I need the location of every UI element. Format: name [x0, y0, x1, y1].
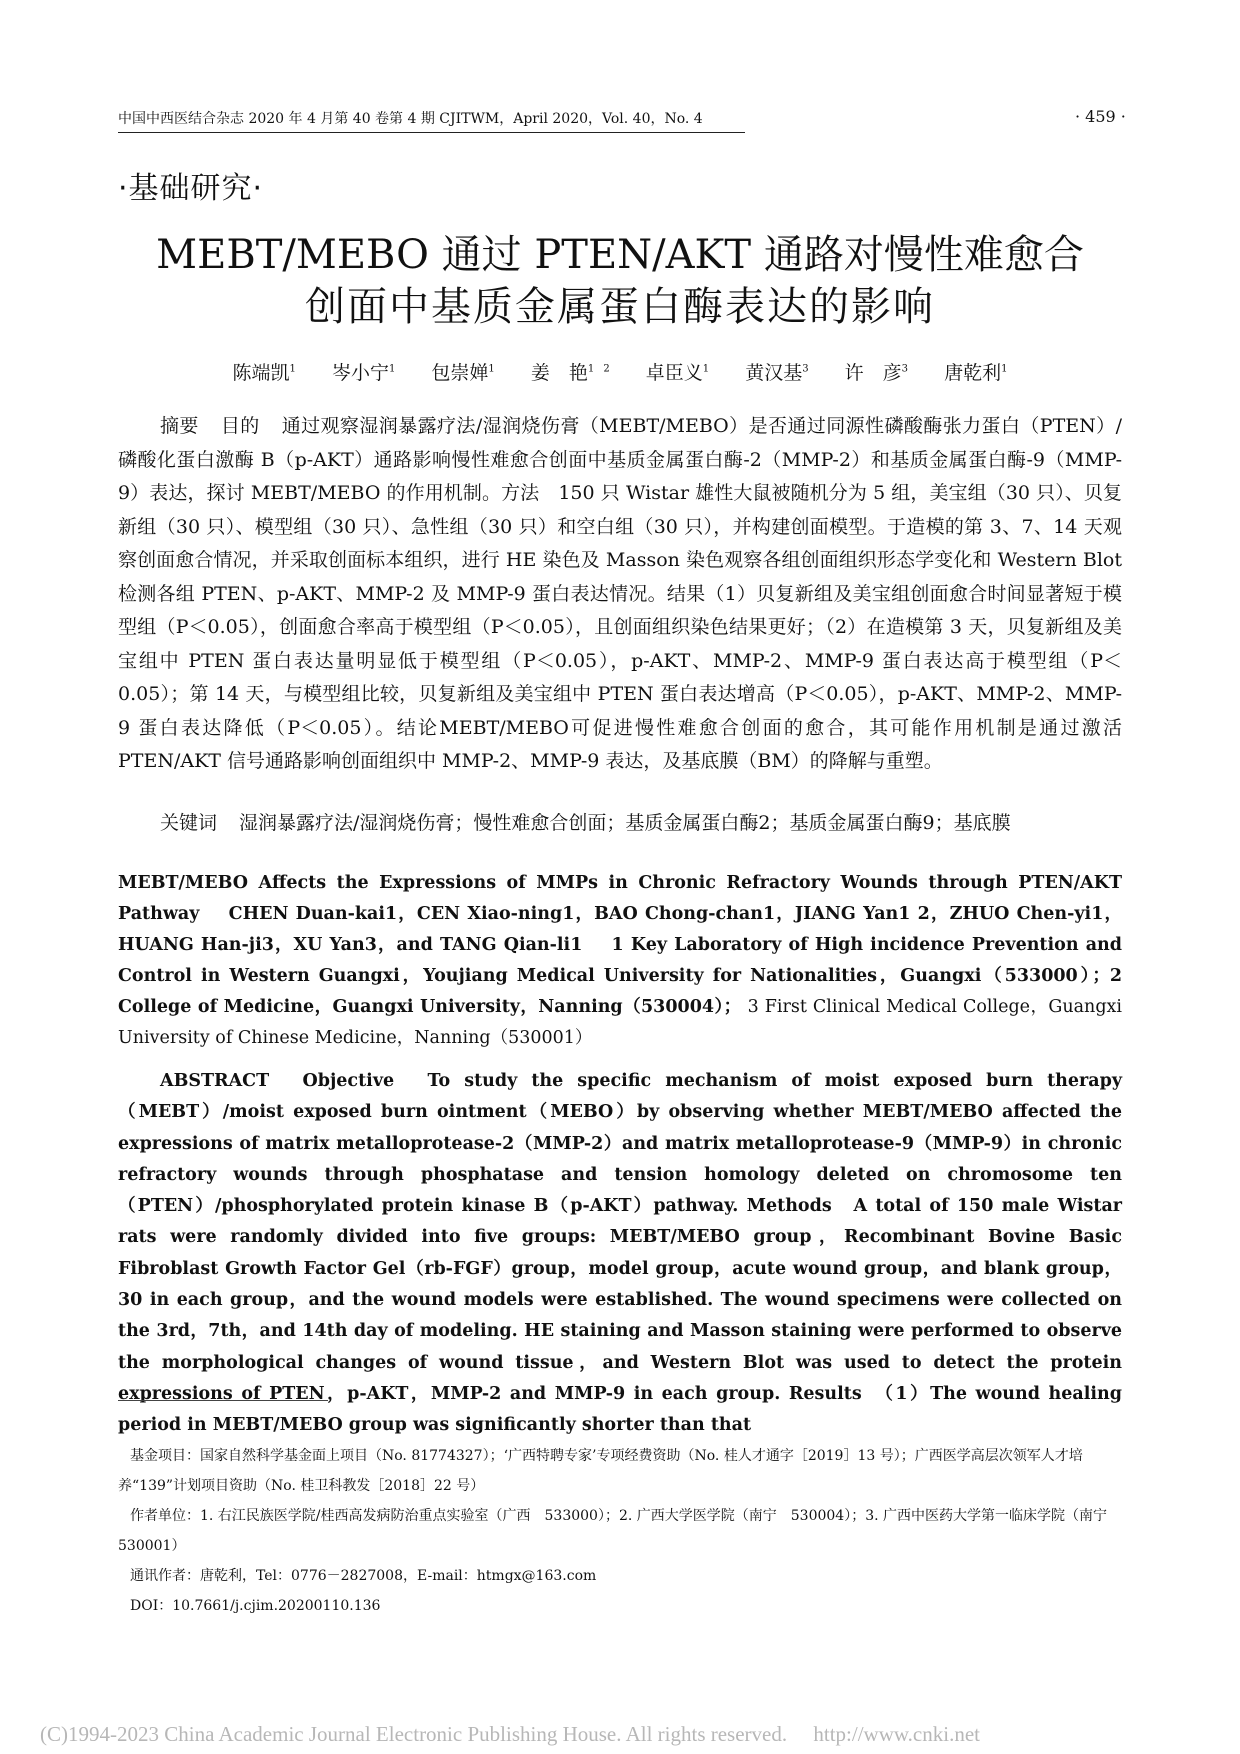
english-abstract: ABSTRACT Objective To study the specific mechanism of moist exposed burn therapy（MEBT）/moist exposed burn ointment（MEBO）by observing whether MEBT/MEBO affected the expressions of matrix metalloprotease-2（MMP-2）and matrix metalloprotease-9（MMP-9）in chronic refractory wounds through phosphatase and tension homology deleted on chromosome ten（PTEN）/phosphorylated protein kinase B（p-AKT）pathway. Methods A total of 150 male Wistar rats were randomly divided into five groups: MEBT/MEBO group，Recombinant Bovine Basic Fibroblast Growth Factor Gel（rb-FGF）group，model group，acute wound group，and blank group，30 in each group，and the wound models were established. The wound specimens were collected on the 3rd，7th，and 14th day of modeling. HE staining and Masson staining were performed to observe the morphological changes of wound tissue，and Western Blot was used to detect the protein expressions of PTEN，p-AKT，MMP-2 and MMP-9 in each group. Results （1）The wound healing period in MEBT/MEBO group was significantly shorter than that — [118, 1071, 1122, 1436]
author: 唐乾利$^1$ — [944, 362, 1008, 384]
abstract-text: 通过观察湿润暴露疗法/湿润烧伤膏（MEBT/MEBO）是否通过同源性磷酸酶张力蛋白（PTEN）/磷酸化蛋白激酶 B（p-AKT）通路影响慢性难愈合创面中基质金属蛋白酶-2（MMP-2）和基质金属蛋白酶-9（MMP-9）表达，探讨 MEBT/MEBO 的作用机制。方法 150 只 Wistar 雄性大鼠被随机分为 5 组，美宝组（30 只）、贝复新组（30 只）、模型组（30 只）、急性组（30 只）和空白组（30 只），并构建创面模型。于造模的第 3、7、14 天观察创面愈合情况，并采取创面标本组织，进行 HE 染色及 Masson 染色观察各组创面组织形态学变化和 Western Blot 检测各组 PTEN、p-AKT、MMP-2 及 MMP-9 蛋白表达情况。结果（1）贝复新组及美宝组创面愈合时间显著短于模型组（P＜0.05），创面愈合率高于模型组（P＜0.05），且创面组织染色结果更好；（2）在造模第 3 天，贝复新组及美宝组中 PTEN 蛋白表达量明显低于模型组（P＜0.05），p-AKT、MMP-2、MMP-9 蛋白表达高于模型组（P＜0.05）；第 14 天，与模型组比较，贝复新组及美宝组中 PTEN 蛋白表达增高（P＜0.05），p-AKT、MMP-2、MMP-9 蛋白表达降低（P＜0.05）。结论MEBT/MEBO可促进慢性难愈合创面的愈合，其可能作用机制是通过激活 PTEN/AKT 信号通路影响创面组织中 MMP-2、MMP-9 表达，及基底膜（BM）的降解与重塑。 — [118, 415, 1122, 772]
english-authors: CHEN Duan-kai1，CEN Xiao-ning1，BAO Chong-chan1，JIANG Yan1 2，ZHUO Chen-yi1，HUANG Han-ji3，XU Yan3，and TANG Qian-li1 — [118, 904, 1123, 955]
chinese-abstract — [118, 410, 1122, 779]
author: 包崇婵$^1$ — [431, 362, 495, 384]
header-rule — [118, 132, 745, 133]
corresponding-author: 通讯作者：唐乾利，Tel：0776－2827008，E-mail：htmgx@163.com — [130, 1568, 597, 1584]
author: 黄汉基$^3$ — [745, 362, 809, 384]
footnote-rule — [118, 1400, 328, 1401]
english-affiliations: 1 Key Laboratory of High incidence Prevention and Control in Western Guangxi，Youjiang Medical University for Nationalities，Guangxi（533000）；2 College of Medicine，Guangxi University，Nanning（530004）； — [118, 935, 1123, 1017]
keywords-text: 湿润暴露疗法/湿润烧伤膏；慢性难愈合创面；基质金属蛋白酶2；基质金属蛋白酶9；基底膜 — [239, 812, 1011, 834]
page-number: · 459 · — [1075, 107, 1126, 126]
abstract-label: 摘要 — [160, 415, 199, 437]
english-title: MEBT/MEBO Affects the Expressions of MMPs in Chronic Refractory Wounds through PTEN/AKT Pathway — [118, 873, 1122, 924]
affiliation-footnote: 作者单位：1. 右江民族医学院/桂西高发病防治重点实验室（广西 533000）；2. 广西大学医学院（南宁 530004）；3. 广西中医药大学第一临床学院（南宁 530001） — [118, 1508, 1108, 1554]
author: 卓臣义$^1$ — [645, 362, 710, 384]
article-title-line-2: 创面中基质金属蛋白酶表达的影响 — [305, 284, 935, 330]
article-title-line-1: MEBT/MEBO 通过 PTEN/AKT 通路对慢性难愈合 — [156, 232, 1084, 278]
copyright-watermark: (C)1994-2023 China Academic Journal Electronic Publishing House. All rights reserved. http://www.cnki.net — [40, 1722, 980, 1746]
english-title-block — [118, 868, 1122, 1054]
keywords-label: 关键词 — [160, 812, 218, 834]
author: 姜 艳$^{1 2}$ — [530, 362, 610, 384]
author-list — [118, 358, 1122, 385]
fund-footnote: 基金项目：国家自然科学基金面上项目（No. 81774327）；‘广西特聘专家’专项经费资助（No. 桂人才通字［2019］13 号）；广西医学高层次领军人才培养“139”计划项目资助（No. 桂卫科教发［2018］22 号） — [118, 1448, 1083, 1494]
objective-label: 目的 — [220, 415, 260, 437]
author: 陈端凯$^1$ — [232, 362, 296, 384]
journal-header: 中国中西医结合杂志 2020 年 4 月第 40 卷第 4 期 CJITWM，April 2020，Vol. 40，No. 4 — [118, 111, 703, 127]
doi: DOI：10.7661/j.cjim.20200110.136 — [130, 1598, 381, 1614]
section-heading: ·基础研究· — [118, 171, 264, 206]
chinese-keywords — [160, 808, 1122, 835]
english-affiliation-3: 3 First Clinical Medical College，Guangxi University of Chinese Medicine，Nanning（530001） — [118, 997, 1122, 1048]
author: 许 彦$^3$ — [844, 362, 909, 384]
author: 岑小宁$^1$ — [331, 362, 396, 384]
